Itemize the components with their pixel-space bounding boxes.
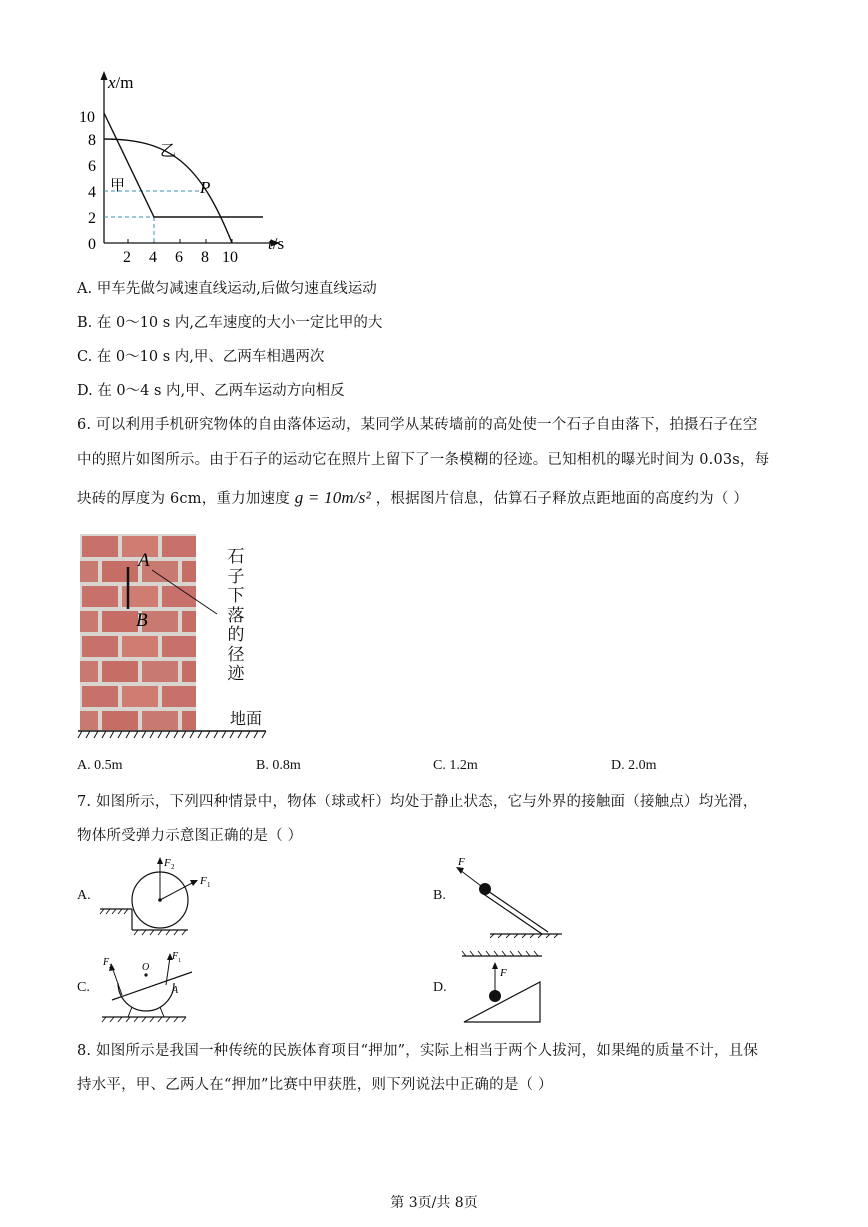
q6-option-d: D. 2.0m bbox=[611, 758, 657, 773]
svg-text:F: F bbox=[172, 951, 179, 962]
svg-text:A: A bbox=[172, 985, 179, 996]
svg-text:2: 2 bbox=[88, 210, 96, 227]
q6-option-c: C. 1.2m bbox=[433, 758, 478, 773]
q7-line-1: 7. 如图所示，下列四种情景中，物体（球或杆）均处于静止状态，它与外界的接触面（接触点）均光滑， bbox=[77, 794, 758, 810]
q7-figure-c bbox=[98, 945, 198, 1025]
q6-option-b: B. 0.8m bbox=[256, 758, 301, 773]
svg-text:O: O bbox=[142, 962, 150, 973]
x-axis-label: t/s bbox=[268, 234, 285, 253]
svg-text:乙: 乙 bbox=[160, 143, 177, 160]
svg-text:1: 1 bbox=[178, 958, 181, 964]
svg-text:6: 6 bbox=[88, 158, 96, 175]
q7-option-c: C. bbox=[77, 980, 90, 995]
q5-option-a: A. 甲车先做匀减速直线运动,后做匀速直线运动 bbox=[77, 281, 377, 297]
svg-text:0: 0 bbox=[88, 236, 96, 253]
svg-text:2: 2 bbox=[109, 964, 112, 970]
q7-figure-d bbox=[458, 948, 548, 1026]
q5-option-d: D. 在 0～4 s 内,甲、乙两车运动方向相反 bbox=[77, 383, 345, 399]
svg-text:8: 8 bbox=[201, 249, 209, 266]
svg-text:8: 8 bbox=[88, 132, 96, 149]
page-footer: 第 3页/共 8页 bbox=[390, 1195, 478, 1211]
svg-text:F: F bbox=[458, 856, 465, 868]
ground-label: 地面 bbox=[230, 709, 263, 728]
formula-g: g = 10m/s² bbox=[294, 488, 371, 507]
svg-text:2: 2 bbox=[123, 249, 131, 266]
svg-text:6: 6 bbox=[175, 249, 183, 266]
svg-text:2: 2 bbox=[171, 863, 175, 871]
q6-line-2: 中的照片如图所示。由于石子的运动它在照片上留下了一条模糊的径迹。已知相机的曝光时间为 0.03s，每 bbox=[77, 452, 770, 468]
svg-text:P: P bbox=[200, 178, 211, 197]
q7-option-a: A. bbox=[77, 888, 91, 903]
q6-option-a: A. 0.5m bbox=[77, 758, 123, 773]
svg-text:10: 10 bbox=[79, 109, 95, 126]
q7-figure-b bbox=[452, 852, 572, 938]
svg-text:4: 4 bbox=[149, 249, 157, 266]
svg-text:F: F bbox=[200, 875, 207, 887]
svg-text:F: F bbox=[500, 967, 507, 979]
label-b: B bbox=[136, 610, 148, 631]
svg-text:4: 4 bbox=[88, 184, 96, 201]
q7-figure-a bbox=[96, 852, 226, 938]
q5-option-c: C. 在 0～10 s 内,甲、乙两车相遇两次 bbox=[77, 349, 325, 365]
q7-line-2: 物体所受弹力示意图正确的是（ ） bbox=[77, 828, 303, 844]
svg-text:F: F bbox=[164, 857, 171, 869]
q5-option-b: B. 在 0～10 s 内,乙车速度的大小一定比甲的大 bbox=[77, 315, 383, 331]
svg-text:甲: 甲 bbox=[110, 178, 126, 194]
q6-line-1: 6. 可以利用手机研究物体的自由落体运动，某同学从某砖墙前的高处使一个石子自由落下，拍摄石子在空 bbox=[77, 417, 758, 433]
q8-line-1: 8. 如图所示是我国一种传统的民族体育项目“押加”，实际上相当于两个人拔河，如果绳的质量不计，且保 bbox=[77, 1043, 759, 1059]
xt-graph bbox=[70, 68, 310, 268]
y-axis-label: x/m bbox=[108, 73, 134, 92]
svg-text:10: 10 bbox=[222, 249, 238, 266]
trail-caption: 石 子 下 落 的 径 迹 bbox=[227, 547, 245, 684]
label-a: A bbox=[138, 550, 150, 571]
q7-option-d: D. bbox=[433, 980, 447, 995]
svg-text:1: 1 bbox=[207, 881, 211, 889]
q7-option-b: B. bbox=[433, 888, 446, 903]
q8-line-2: 持水平，甲、乙两人在“押加”比赛中甲获胜，则下列说法中正确的是（ ） bbox=[77, 1077, 553, 1093]
curve-jia bbox=[104, 113, 263, 217]
svg-text:F: F bbox=[103, 957, 110, 968]
q6-line-3: 块砖的厚度为 6cm，重力加速度 g = 10m/s² ，根据图片信息，估算石子释放点距地面的高度约为（ ） bbox=[77, 488, 749, 507]
